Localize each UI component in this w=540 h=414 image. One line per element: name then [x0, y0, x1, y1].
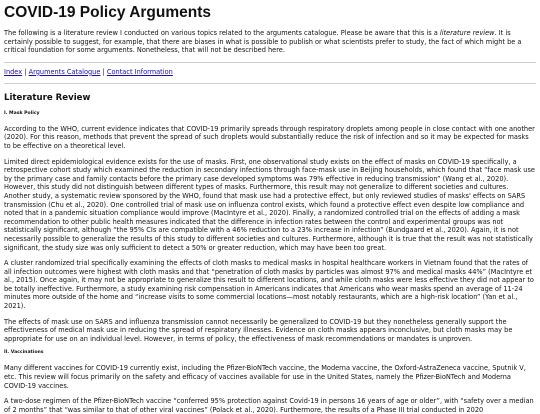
- nav-links: [4, 63, 536, 83]
- nav-link-contact-information[interactable]: Contact Information: [106, 67, 173, 76]
- page-title: COVID-19 Policy Arguments: [4, 4, 212, 21]
- mask-paragraph: The effects of mask use on SARS and influenza transmission cannot necessarily be generalized to COVID-19 but they nonetheless generally support the effectiveness of medical mask use in reducing the spread of respiratory illnesses. Evidence on cloth masks appears inconclusive, but cloth masks may be appropriate for use on an individual level. However, in terms of policy, the effectiveness of mask recommendations or mandates is unproven.: [4, 317, 513, 343]
- nav-link-index[interactable]: Index: [4, 67, 23, 76]
- vaccine-paragraph: A two-dose regimen of the Pfizer-BioNTech vaccine “conferred 95% protection against Covid-19 in persons 16 years of age or older”, with “safety over a median of 2 months” that “was similar to that of other viral vaccines” (Polack et al., 2020). Furthermore, the results of a Phase III trial conducted in 2020: [4, 397, 534, 414]
- vaccine-paragraph: Many different vaccines for COVID-19 currently exist, including the Pfizer-BioNTech vaccine, the Moderna vaccine, the Oxford-AstraZeneca vaccine, Sputnik V, etc. This review will focus primarily on the safety and efficacy of vaccines available for use in the United States, namely the Pfizer-BioNTech and Moderna COVID-19 vaccines.: [4, 364, 526, 390]
- mask-paragraph: Limited direct epidemiological evidence exists for the use of masks. First, one observational study exists on the effect of masks on COVID-19 specifically, a retrospective cohort study which examined the reduction in secondary infections through face-mask use in Beijing households, which found that “face mask use by the primary case and family contacts before the primary case developed symptoms was 79% effective in reducing transmission” (Wang et al., 2020). However, this study did not distinguish between different types of masks. Furthermore, this result may not generalize to different societies and cultures. Another study, a systematic review sponsored by the WHO, found that mask use had a protective effect, but only reviewed studies of masks' effects on SARS transmission (Chu et al., 2020). One controlled trial of mask use on influenza control exists, which found a protective effect even despite low compliance and noted that in a pandemic situation compliance would improve (MacIntyre et al., 2020). Finally, a randomized controlled trial on the effects of adding a mask recommendation to other public health measures indicated that the difference in infection rates between the control and experimental groups was not statistically significant, although “the 95% CIs are compatible with a 46% reduction to a 23% increase in infection” (Bundgaard et al., 2020). Again, it is not necessarily possible to generalize the results of this study to different societies and cultures. Furthermore, although it is true that the result was not statistically significant, the study size was only sufficient to detect a 50% or greater reduction, which may have been too great.: [4, 157, 535, 252]
- intro-paragraph: [4, 29, 536, 55]
- intro-text-end: . It is certainly possible to suggest, for example, that there are biases in what is possible to publish or what scientists prefer to study, the fact of which might be a critical foundation for some arguments. Nonetheless, that will not be described here.: [4, 29, 522, 55]
- nav-separator: |: [24, 67, 27, 76]
- mask-paragraph: A cluster randomized trial specifically examining the effects of cloth masks to medical masks in hospital healthcare workers in Vietnam found that the rates of all infection outcomes were highest with cloth masks and that “penetration of cloth masks by particles was almost 97% and medical masks 44%” (MacIntyre et al., 2015). Once again, it may not be appropriate to generalize this result to different locations, and while cloth masks were less effective they did not appear to be totally ineffective. Furthermore, a study examining risk compensation in Americans indicates that Americans who wear masks spend an average of 11-24 minutes more outside of the home and “increase visits to some commercial locations—most notably restaurants, which are a high-risk location” (Yan et al., 2021).: [4, 259, 534, 311]
- nav-divider: [4, 83, 536, 84]
- nav-link-arguments-catalogue[interactable]: Arguments Catalogue: [28, 67, 101, 76]
- subheading-vaccinations: II. Vaccinations: [4, 350, 44, 356]
- nav-separator: |: [102, 67, 105, 76]
- subheading-mask-policy: I. Mask Policy: [4, 110, 40, 116]
- mask-paragraph: According to the WHO, current evidence indicates that COVID-19 primarily spreads through respiratory droplets among people in close contact with one another (2020). For this reason, methods that prevent the spread of such droplets would substantially reduce the risk of infection and so it may be expected for masks to be effective on a theoretical level.: [4, 124, 535, 150]
- section-heading-literature-review: Literature Review: [4, 92, 91, 103]
- intro-text-start: The following is a literature review I conducted on various topics related to the arguments catalogue. Please be aware that this is a: [4, 29, 440, 37]
- intro-emphasis: literature review: [439, 29, 495, 37]
